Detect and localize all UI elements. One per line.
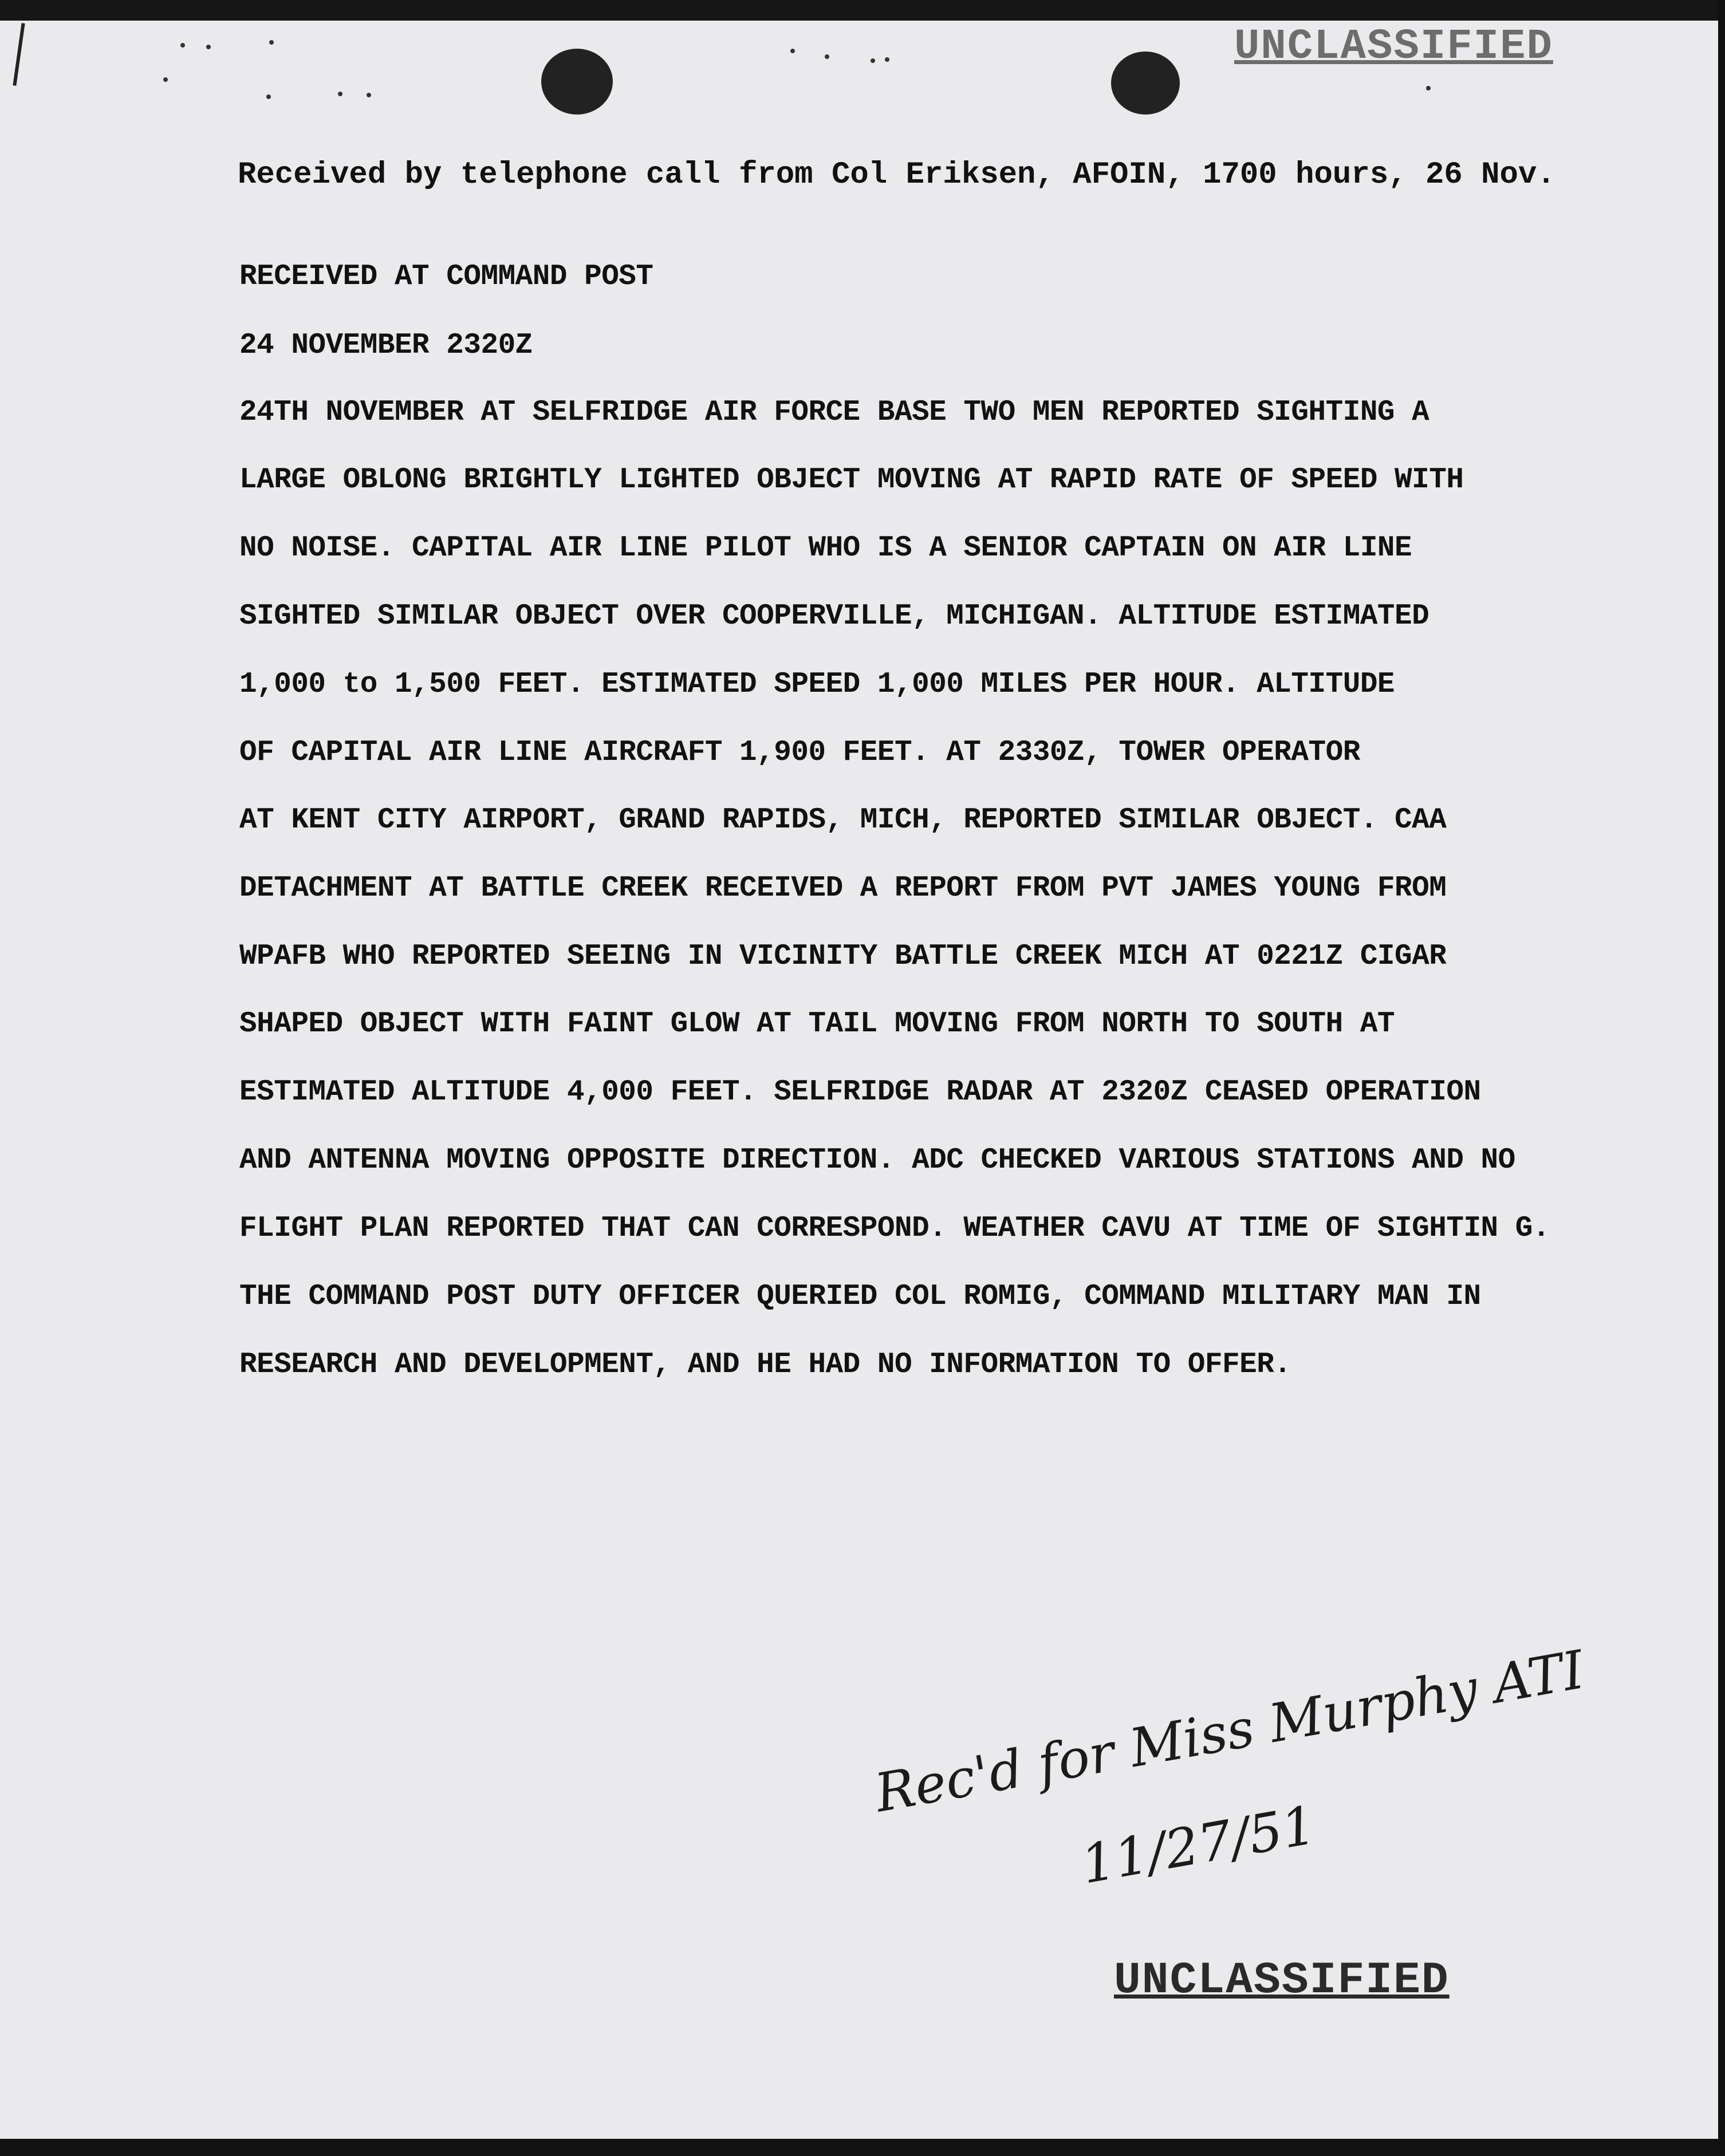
scan-top-border bbox=[0, 0, 1718, 21]
speck bbox=[825, 54, 829, 59]
speck bbox=[163, 77, 168, 82]
handwritten-date: 11/27/51 bbox=[1077, 1794, 1321, 1896]
handwritten-receipt-note: Rec'd for Miss Murphy ATI bbox=[871, 1639, 1589, 1824]
speck bbox=[885, 57, 889, 62]
date-line: 24 NOVEMBER 2320Z bbox=[239, 329, 533, 362]
body-line: AT KENT CITY AIRPORT, GRAND RAPIDS, MICH, REPORTED SIMILAR OBJECT. CAA bbox=[239, 804, 1447, 837]
body-line: RESEARCH AND DEVELOPMENT, AND HE HAD NO INFORMATION TO OFFER. bbox=[239, 1349, 1291, 1381]
body-line: OF CAPITAL AIR LINE AIRCRAFT 1,900 FEET. AT 2330Z, TOWER OPERATOR bbox=[239, 736, 1360, 769]
header-line: Received by telephone call from Col Eriksen, AFOIN, 1700 hours, 26 Nov. bbox=[238, 157, 1555, 192]
heading: RECEIVED AT COMMAND POST bbox=[239, 261, 653, 293]
body-line: LARGE OBLONG BRIGHTLY LIGHTED OBJECT MOVING AT RAPID RATE OF SPEED WITH bbox=[239, 464, 1464, 496]
body-line: ESTIMATED ALTITUDE 4,000 FEET. SELFRIDGE RADAR AT 2320Z CEASED OPERATION bbox=[239, 1076, 1481, 1109]
speck bbox=[266, 94, 271, 99]
body-line: NO NOISE. CAPITAL AIR LINE PILOT WHO IS A SENIOR CAPTAIN ON AIR LINE bbox=[239, 532, 1412, 565]
scan-bottom-border bbox=[0, 2139, 1725, 2156]
body-line: FLIGHT PLAN REPORTED THAT CAN CORRESPOND. WEATHER CAVU AT TIME OF SIGHTIN G. bbox=[239, 1212, 1550, 1245]
speck bbox=[338, 92, 342, 96]
body-line: AND ANTENNA MOVING OPPOSITE DIRECTION. ADC CHECKED VARIOUS STATIONS AND NO bbox=[239, 1144, 1515, 1177]
body-line: WPAFB WHO REPORTED SEEING IN VICINITY BATTLE CREEK MICH AT 0221Z CIGAR bbox=[239, 940, 1447, 973]
speck bbox=[206, 45, 211, 49]
scan-edge-mark bbox=[13, 23, 25, 86]
speck bbox=[1426, 86, 1431, 90]
speck bbox=[367, 93, 371, 97]
scan-right-border bbox=[1719, 0, 1725, 2156]
body-line: SIGHTED SIMILAR OBJECT OVER COOPERVILLE, MICHIGAN. ALTITUDE ESTIMATED bbox=[239, 600, 1429, 633]
classification-stamp-top: UNCLASSIFIED bbox=[1234, 23, 1553, 71]
body-line: SHAPED OBJECT WITH FAINT GLOW AT TAIL MOVING FROM NORTH TO SOUTH AT bbox=[239, 1008, 1395, 1040]
speck bbox=[269, 40, 274, 45]
speck bbox=[871, 58, 875, 63]
speck bbox=[790, 49, 795, 53]
body-line: THE COMMAND POST DUTY OFFICER QUERIED COL ROMIG, COMMAND MILITARY MAN IN bbox=[239, 1280, 1481, 1313]
punch-hole-right bbox=[1111, 52, 1180, 115]
punch-hole-left bbox=[541, 49, 613, 115]
classification-stamp-bottom: UNCLASSIFIED bbox=[1114, 1956, 1450, 2006]
body-line: DETACHMENT AT BATTLE CREEK RECEIVED A REPORT FROM PVT JAMES YOUNG FROM bbox=[239, 872, 1447, 905]
speck bbox=[180, 43, 185, 48]
body-line: 24TH NOVEMBER AT SELFRIDGE AIR FORCE BASE TWO MEN REPORTED SIGHTING A bbox=[239, 396, 1429, 429]
body-line: 1,000 to 1,500 FEET. ESTIMATED SPEED 1,000 MILES PER HOUR. ALTITUDE bbox=[239, 668, 1395, 701]
